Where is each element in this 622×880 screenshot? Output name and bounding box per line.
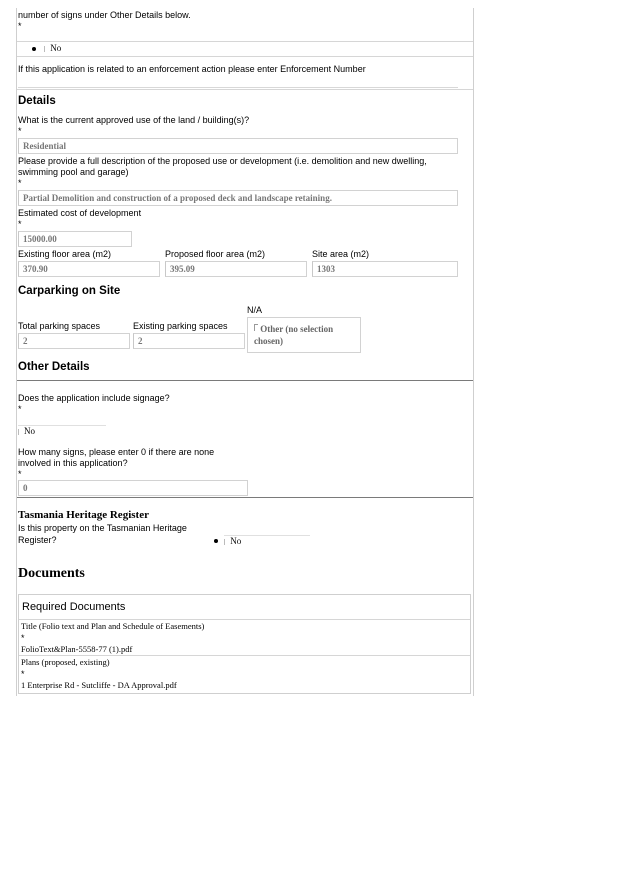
existing-floor-label: Existing floor area (m2) (18, 249, 112, 259)
description-field[interactable]: Partial Demolition and construction of a proposed deck and landscape retaining. (18, 190, 458, 206)
description-label-line1: Please provide a full description of the proposed use or development (i.e. demolition and new dwelling, (18, 156, 427, 166)
signs-count-field[interactable]: 0 (18, 480, 248, 496)
required-star: * (18, 219, 22, 229)
bullet-icon (214, 539, 218, 543)
other-details-heading: Other Details (18, 361, 90, 373)
checkbox-icon (254, 324, 258, 331)
proposed-floor-field[interactable]: 395.09 (165, 261, 307, 277)
document-title: Plans (proposed, existing) (21, 657, 110, 667)
heritage-heading: Tasmania Heritage Register (18, 509, 149, 521)
documents-heading: Documents (18, 566, 85, 581)
approved-use-field[interactable]: Residential (18, 138, 458, 154)
enforcement-number-input[interactable] (18, 76, 458, 88)
cost-label: Estimated cost of development (18, 208, 142, 218)
divider (17, 89, 473, 90)
heritage-radio-no[interactable]: No (214, 535, 310, 547)
total-parking-field[interactable]: 2 (18, 333, 130, 349)
existing-floor-field[interactable]: 370.90 (18, 261, 160, 277)
document-file-link[interactable]: FolioText&Plan-5558-77 (1).pdf (21, 644, 133, 654)
signage-radio-no[interactable]: No (18, 425, 106, 437)
required-star: * (18, 404, 22, 414)
cost-field[interactable]: 15000.00 (18, 231, 132, 247)
existing-parking-field[interactable]: 2 (133, 333, 245, 349)
heritage-question-line1: Is this property on the Tasmanian Heritage (18, 523, 187, 533)
document-title: Title (Folio text and Plan and Schedule of Easements) (21, 621, 205, 631)
signage-label: Does the application include signage? (18, 393, 170, 403)
enforcement-label: If this application is related to an enforcement action please enter Enforcement Number (18, 64, 366, 74)
other-checkbox-box[interactable] (247, 317, 361, 353)
signs-label-line2: involved in this application? (18, 458, 128, 468)
na-label: N/A (247, 305, 263, 315)
divider (17, 41, 473, 42)
radio-icon (18, 429, 22, 435)
section-divider (17, 380, 473, 381)
required-star: * (18, 126, 22, 136)
proposed-floor-label: Proposed floor area (m2) (165, 249, 266, 259)
heritage-question-line2: Register? (18, 535, 57, 545)
radio-icon (44, 46, 48, 52)
radio-icon (224, 539, 228, 545)
form-frame-left (16, 8, 17, 696)
signs-label-line1: How many signs, please enter 0 if there are none (18, 447, 215, 457)
description-label-line2: swimming pool and garage) (18, 167, 129, 177)
required-documents-title: Required Documents (22, 601, 126, 613)
required-star: * (18, 469, 22, 479)
divider (19, 655, 470, 656)
signs-radio-no[interactable]: No (32, 43, 61, 53)
required-star: * (21, 669, 25, 679)
continued-text: number of signs under Other Details below. (18, 10, 191, 20)
total-parking-label: Total parking spaces (18, 321, 101, 331)
existing-parking-label: Existing parking spaces (133, 321, 228, 331)
carparking-heading: Carparking on Site (18, 285, 121, 297)
details-heading: Details (18, 95, 56, 107)
divider (19, 619, 470, 620)
section-divider (17, 497, 473, 498)
form-frame-right (473, 8, 474, 696)
site-area-field[interactable]: 1303 (312, 261, 458, 277)
document-file-link[interactable]: 1 Enterprise Rd - Sutcliffe - DA Approval.pdf (21, 680, 177, 690)
required-star: * (18, 178, 22, 188)
divider (17, 56, 473, 57)
required-star: * (21, 633, 25, 643)
bullet-icon (32, 47, 36, 51)
approved-use-label: What is the current approved use of the land / building(s)? (18, 115, 250, 125)
site-area-label: Site area (m2) (312, 249, 370, 259)
other-option-line2: chosen) (254, 336, 283, 346)
required-star: * (18, 21, 22, 31)
other-option-line1: Other (no selection (260, 324, 334, 334)
